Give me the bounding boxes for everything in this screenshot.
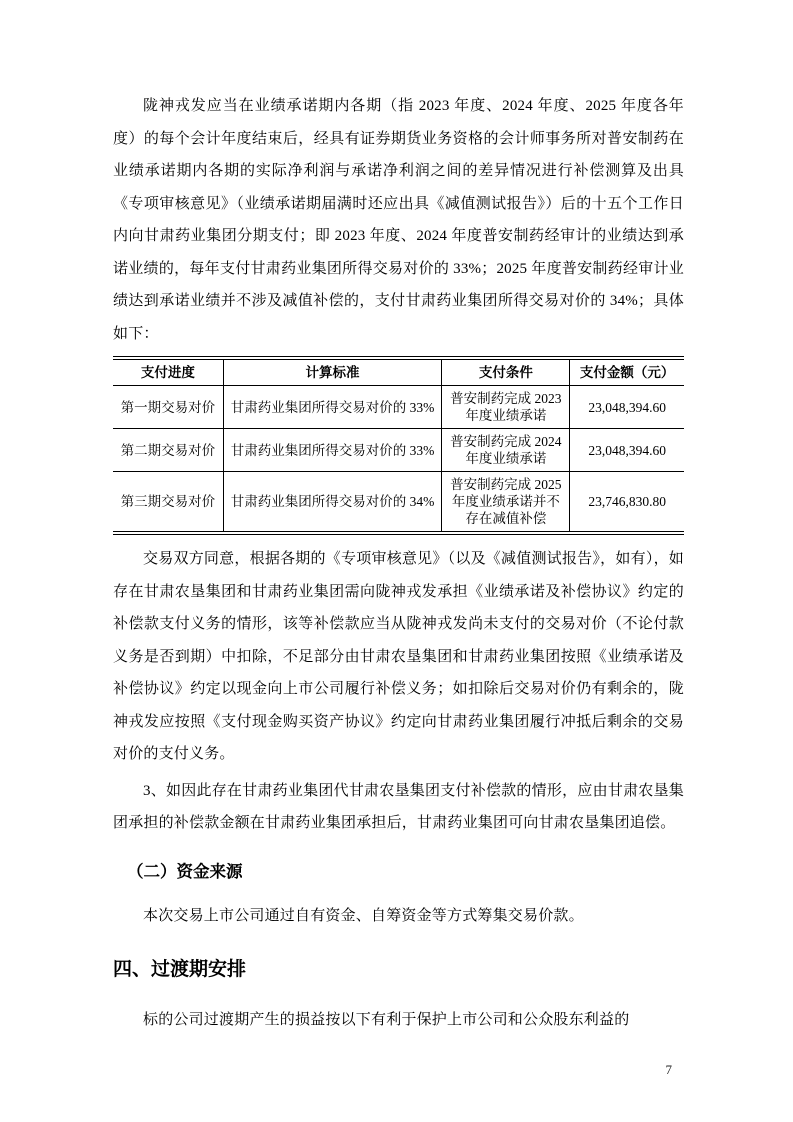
table-cell-condition: 普安制药完成 2023 年度业绩承诺 — [442, 386, 570, 429]
table-cell-amount: 23,746,830.80 — [570, 472, 684, 534]
table-row — [113, 429, 684, 472]
heading-transition-period: 四、过渡期安排 — [113, 959, 247, 980]
table-header-payment-condition: 支付条件 — [442, 358, 570, 386]
paragraph-recourse-clause: 3、如因此存在甘肃药业集团代甘肃农垦集团支付补偿款的情形，应由甘肃农垦集团承担的补偿款金额在甘肃药业集团承担后，甘肃药业集团可向甘肃农垦集团追偿。 — [113, 782, 684, 831]
table-cell-stage: 第二期交易对价 — [113, 429, 223, 472]
table-cell-condition: 普安制药完成 2025 年度业绩承诺并不存在减值补偿 — [442, 472, 570, 534]
page-number: 7 — [665, 1061, 672, 1077]
table-cell-amount: 23,048,394.60 — [570, 386, 684, 429]
paragraph-performance-commitment: 陇神戎发应当在业绩承诺期内各期（指 2023 年度、2024 年度、2025 年度各年度）的每个会计年度结束后，经具有证券期货业务资格的会计师事务所对普安制药在业绩承诺期内各期的实际净利润与承诺净利润之间的差异情况进行补偿测算及出具《专项审核意见》（业绩承诺期届满时还应出具《减值测试报告》）后的十五个工作日内向甘肃药业集团分期支付；即 2023 年度、2024 年度普安制药经审计的业绩达到承诺业绩的，每年支付甘肃药业集团所得交易对价的 33%；2025 年度普安制药经审计业绩达到承诺业绩并不涉及减值补偿的，支付甘肃药业集团所得交易对价的 34%；具体如下： — [113, 98, 684, 342]
payment-schedule-table — [113, 356, 684, 535]
paragraph-compensation-offset: 交易双方同意，根据各期的《专项审核意见》（以及《减值测试报告》，如有），如存在甘肃农垦集团和甘肃药业集团需向陇神戎发承担《业绩承诺及补偿协议》约定的补偿款支付义务的情形，该等补偿款应当从陇神戎发尚未支付的交易对价（不论付款义务是否到期）中扣除，不足部分由甘肃农垦集团和甘肃药业集团按照《业绩承诺及补偿协议》约定以现金向上市公司履行补偿义务；如扣除后交易对价仍有剩余的，陇神戎发应按照《支付现金购买资产协议》约定向甘肃药业集团履行冲抵后剩余的交易对价的支付义务。 — [113, 551, 684, 762]
table-header-calculation-standard: 计算标准 — [223, 358, 442, 386]
table-cell-amount: 23,048,394.60 — [570, 429, 684, 472]
table-header-payment-amount: 支付金额（元） — [570, 358, 684, 386]
paragraph-funding-source: 本次交易上市公司通过自有资金、自筹资金等方式筹集交易价款。 — [143, 907, 584, 924]
table-cell-calculation: 甘肃药业集团所得交易对价的 33% — [223, 429, 442, 472]
table-cell-stage: 第三期交易对价 — [113, 472, 223, 534]
table-cell-stage: 第一期交易对价 — [120, 399, 216, 415]
table-cell-calculation: 甘肃药业集团所得交易对价的 33% — [223, 386, 442, 429]
table-row — [113, 386, 684, 429]
heading-funding-source: （二）资金来源 — [127, 862, 243, 881]
table-header-row — [113, 358, 684, 386]
table-cell-condition: 普安制药完成 2024 年度业绩承诺 — [442, 429, 570, 472]
table-row — [113, 472, 684, 534]
paragraph-transition-period: 标的公司过渡期产生的损益按以下有利于保护上市公司和公众股东利益的 — [143, 1012, 630, 1028]
table-cell-calculation: 甘肃药业集团所得交易对价的 34% — [223, 472, 442, 534]
table-header-payment-stage: 支付进度 — [113, 358, 223, 386]
